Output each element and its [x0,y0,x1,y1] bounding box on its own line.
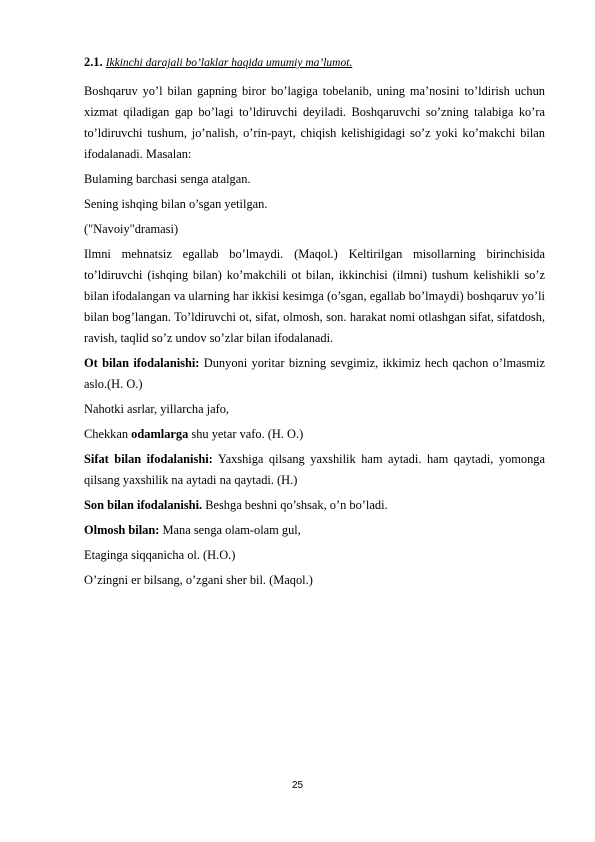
ot-label: Ot bilan ifodalanishi: [84,356,200,370]
example-line-4: Nahotki asrlar, yillarcha jafo, [84,402,230,416]
ex5-post: shu yetar vafo. (H. O.) [188,427,304,441]
example-line-2: Sening ishqing bilan o’sgan yetilgan. [84,197,268,211]
example-line-5 [84,424,545,445]
paragraph-sifat [84,449,545,491]
olmosh-text: Mana senga olam-olam gul, [159,523,301,537]
section-heading [84,52,545,74]
example-line-7: O’zingni er bilsang, o’zgani sher bil. (Maqol.) [84,573,313,587]
example-line-1: Bulaming barchasi senga atalgan. [84,172,251,186]
sifat-label: Sifat bilan ifodalanishi: [84,452,213,466]
son-text: Beshga beshni qo’shsak, o’n bo’ladi. [202,498,388,512]
paragraph-son [84,495,545,516]
page-number: 25 [291,780,304,791]
ot-text: Dunyoni yoritar bizning sevgimiz, ikkimiz hech qachon o’lmasmiz aslo.(H. O.) [84,356,545,391]
section-title: Ikkinchi darajali bo’laklar haqida umumiy ma’lumot. [105,57,353,69]
olmosh-label: Olmosh bilan: [84,523,160,537]
document-page [84,52,545,595]
paragraph-explanation: Ilmni mehnatsiz egallab bo’lmaydi. (Maqol.) Keltirilgan misollarning birinchisida to’ldiruvchi (ishqing bilan) ko’makchili ot bilan, ikkinchisi (ilmni) tushum kelishikli so’z bilan ifodalangan va ularning har ikkisi kesimga (o’sgan, egallab bo’lmaydi) boshqaruv yo’li bilan bog’langan. To’ldiruvchi ot, sifat, olmosh, son. harakat nomi otlashgan sifat, sifatdosh, ravish, taqlid so’z undov so’zlar bilan ifodalanadi. [84,247,545,345]
ex5-pre: Chekkan [84,427,132,441]
section-number: 2.1. [84,55,103,69]
example-source: ("Navoiy"dramasi) [84,222,179,236]
paragraph-olmosh [84,520,545,541]
example-line-6: Etaginga siqqanicha ol. (H.O.) [84,548,236,562]
ex5-bold: odamlarga [131,427,189,441]
son-label: Son bilan ifodalanishi. [84,498,203,512]
paragraph-definition: Boshqaruv yo’l bilan gapning biror bo’lagiga tobelanib, uning ma’nosini to’ldirish uchun xizmat qiladigan gap bo’lagi to’ldiruvchi deyiladi. Boshqaruvchi so’zning talabiga ko’ra to’ldiruvchi tushum, jo’nalish, o’rin-payt, chiqish kelishigidagi so’z yoki ko’makchi bilan ifodalanadi. Masalan: [84,84,545,161]
sifat-text: Yaxshiga qilsang yaxshilik ham aytadi. ham qaytadi, yomonga qilsang yaxshilik na aytadi na qaytadi. (H.) [84,452,545,487]
paragraph-ot [84,353,545,395]
